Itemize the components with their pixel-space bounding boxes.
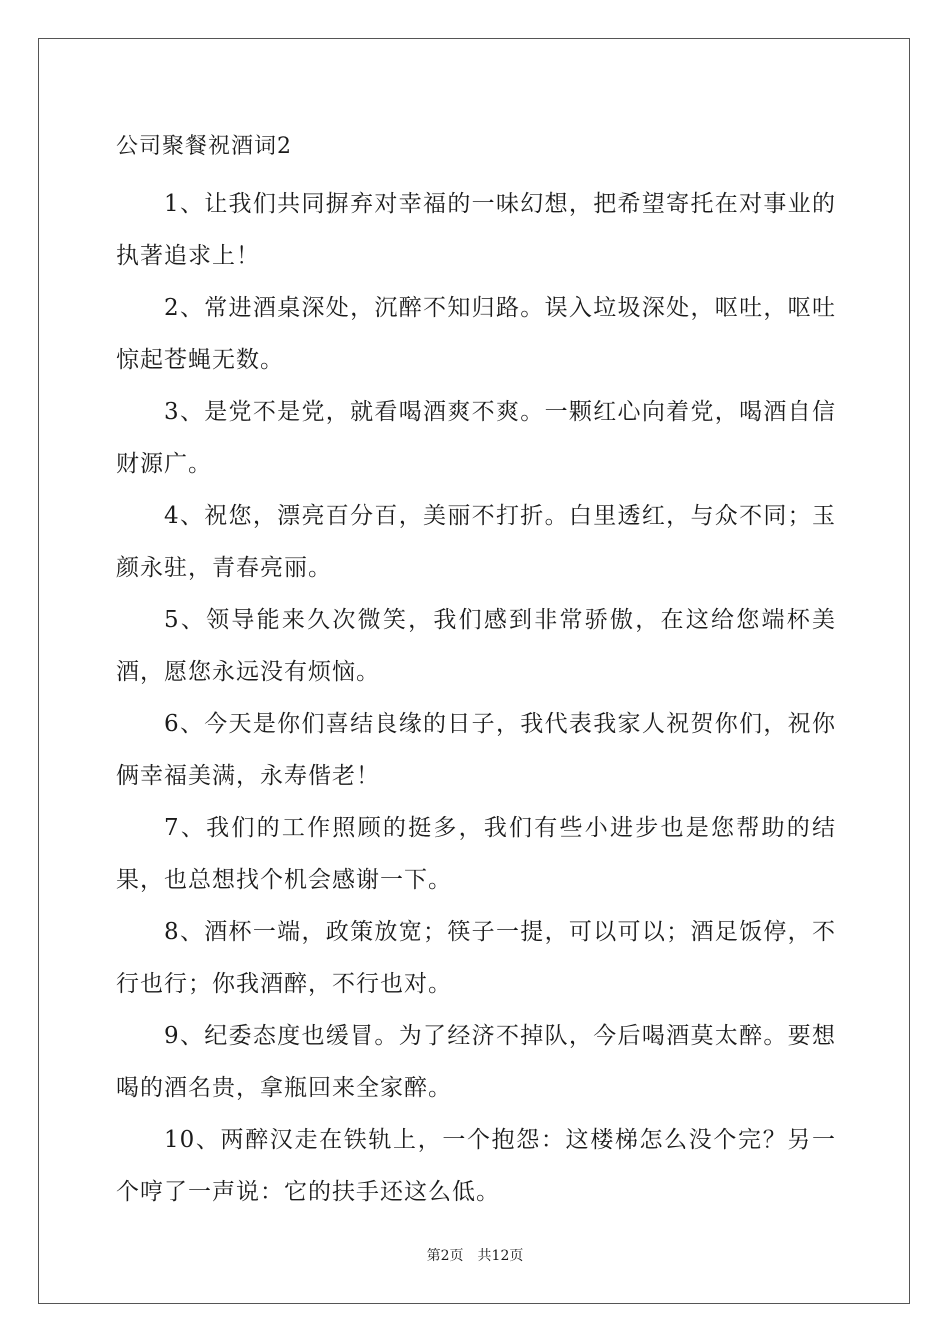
paragraph-10: 10、两醉汉走在铁轨上，一个抱怨：这楼梯怎么没个完？另一个哼了一声说：它的扶手还这么低。	[116, 1127, 836, 1205]
document-title: 公司聚餐祝酒词2	[116, 134, 292, 159]
paragraph-4: 4、祝您，漂亮百分百，美丽不打折。白里透红，与众不同；玉颜永驻，青春亮丽。	[116, 503, 836, 581]
paragraph-3: 3、是党不是党，就看喝酒爽不爽。一颗红心向着党，喝酒自信财源广。	[116, 399, 836, 477]
paragraph-5: 5、领导能来久次微笑，我们感到非常骄傲，在这给您端杯美酒，愿您永远没有烦恼。	[116, 607, 836, 685]
paragraph-9: 9、纪委态度也缓冒。为了经济不掉队，今后喝酒莫太醉。要想喝的酒名贵，拿瓶回来全家醉。	[116, 1023, 836, 1101]
paragraph-8: 8、酒杯一端，政策放宽；筷子一提，可以可以；酒足饭停，不行也行；你我酒醉，不行也对。	[116, 919, 836, 997]
page-number-footer: 第2页 共12页	[426, 1248, 524, 1264]
paragraph-2: 2、常进酒桌深处，沉醉不知归路。误入垃圾深处，呕吐，呕吐惊起苍蝇无数。	[116, 295, 836, 373]
document-body	[116, 178, 836, 1218]
paragraph-6: 6、今天是你们喜结良缘的日子，我代表我家人祝贺你们，祝你俩幸福美满，永寿偕老！	[116, 711, 836, 789]
paragraph-7: 7、我们的工作照顾的挺多，我们有些小进步也是您帮助的结果，也总想找个机会感谢一下。	[116, 815, 836, 893]
paragraph-1: 1、让我们共同摒弃对幸福的一味幻想，把希望寄托在对事业的执著追求上！	[116, 191, 836, 269]
